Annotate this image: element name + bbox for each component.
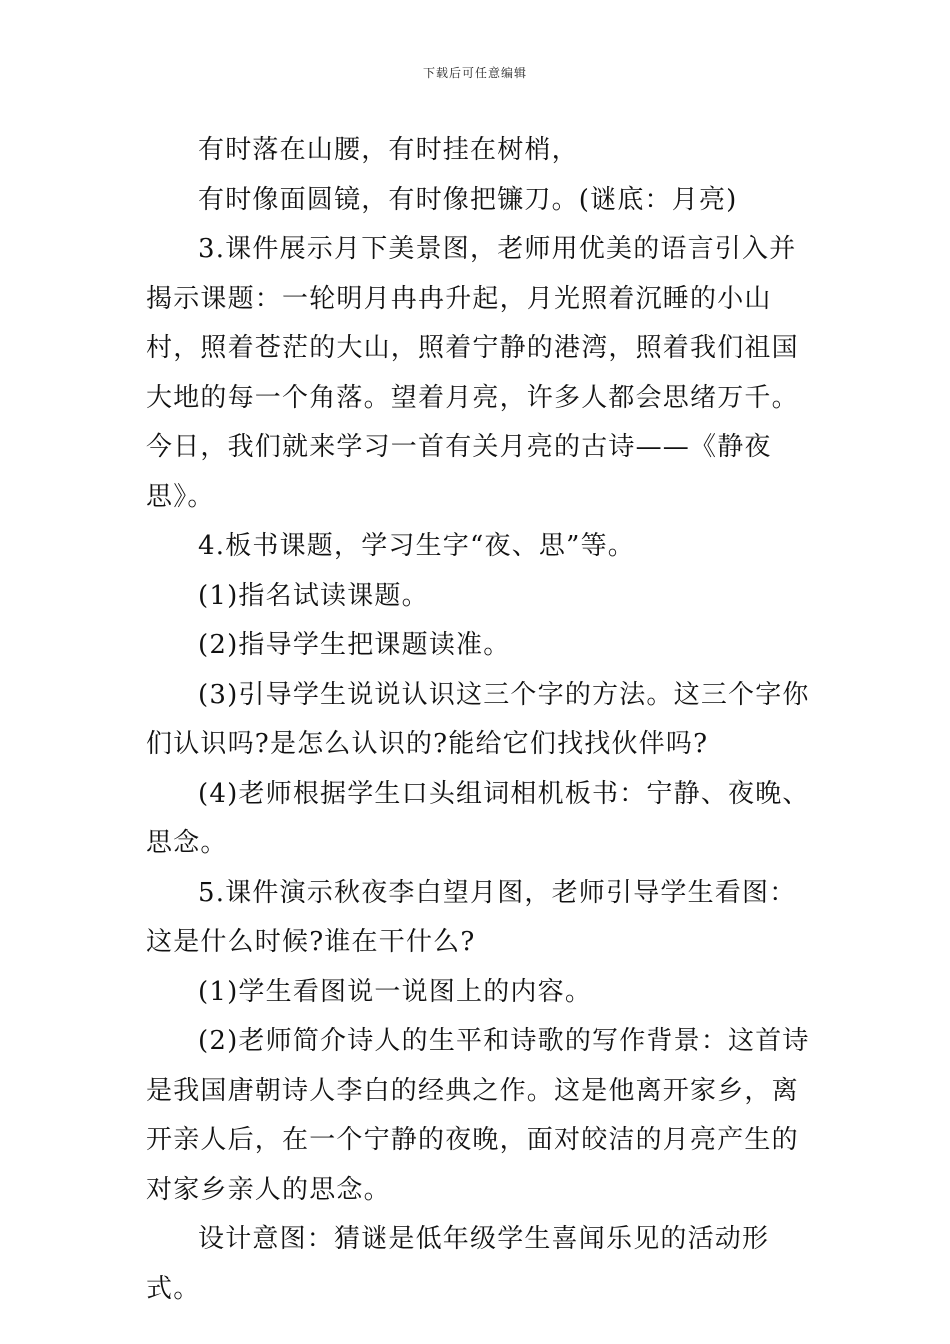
paragraph-step-5: 5.课件演示秋夜李白望月图，老师引导学生看图：这是什么时候?谁在干什么? bbox=[146, 877, 797, 957]
paragraph-substep-2: (2)指导学生把课题读准。 bbox=[198, 630, 511, 660]
paragraph-step-5-substep-1: (1)学生看图说一说图上的内容。 bbox=[198, 976, 593, 1007]
paragraph-riddle-line-2: 有时像面圆镜，有时像把镰刀。(谜底：月亮) bbox=[198, 184, 738, 215]
paragraph-riddle-line-1: 有时落在山腰，有时挂在树梢， bbox=[198, 135, 579, 165]
paragraph-substep-1: (1)指名试读课题。 bbox=[198, 580, 429, 611]
paragraph-step-5-substep-2: (2)老师简介诗人的生平和诗歌的写作背景：这首诗是我国唐朝诗人李白的经典之作。这是他离开家乡，离开亲人后，在一个宁静的夜晚，面对皎洁的月亮产生的对家乡亲人的思念。 bbox=[146, 1026, 810, 1205]
paragraph-step-3: 3.课件展示月下美景图，老师用优美的语言引入并揭示课题：一轮明月冉冉升起，月光照着沉睡的小山村，照着苍茫的大山，照着宁静的港湾，照着我们祖国大地的每一个角落。望着月亮，许多人都会思绪万千。今日，我们就来学习一首有关月亮的古诗——《静夜思》。 bbox=[146, 234, 799, 512]
paragraph-substep-4: (4)老师根据学生口头组词相机板书：宁静、夜晚、思念。 bbox=[146, 778, 810, 858]
paragraph-design-intent: 设计意图：猜谜是低年级学生喜闻乐见的活动形式。 bbox=[146, 1224, 770, 1304]
page-header: 下载后可任意编辑 bbox=[422, 66, 527, 80]
paragraph-step-4: 4.板书课题，学习生字“夜、思”等。 bbox=[198, 531, 635, 561]
paragraph-substep-3: (3)引导学生说说认识这三个字的方法。这三个字你们认识吗?是怎么认识的?能给它们找找伙伴吗? bbox=[146, 679, 810, 759]
document-body bbox=[146, 126, 810, 1314]
